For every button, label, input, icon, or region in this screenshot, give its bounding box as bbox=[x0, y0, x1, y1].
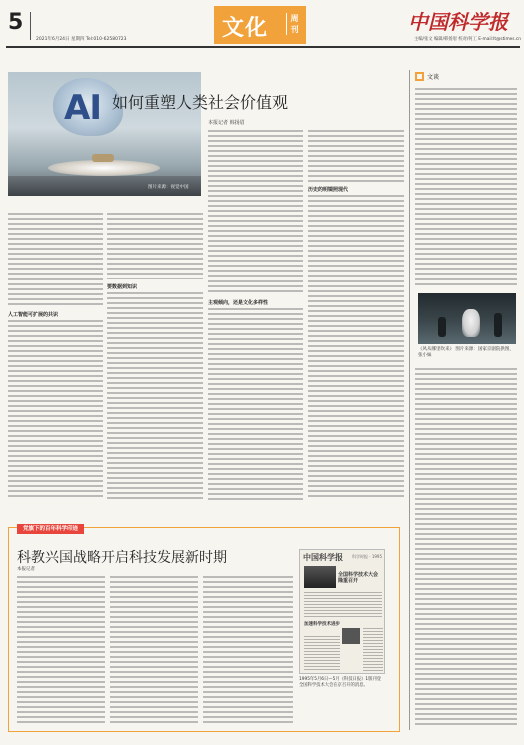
page-number: 5 bbox=[8, 10, 24, 35]
header-rule bbox=[6, 46, 520, 48]
subhead: 主观倾向，还是文化多样性 bbox=[208, 300, 269, 306]
section-title: 文化 bbox=[222, 16, 269, 41]
body-text bbox=[110, 576, 198, 726]
divider bbox=[30, 12, 31, 40]
column-tag: 文谈 bbox=[427, 74, 440, 81]
feature-headline: 科教兴国战略开启科技发展新时期 bbox=[17, 550, 227, 566]
performer bbox=[438, 317, 446, 337]
body-text bbox=[17, 576, 105, 726]
paper-text bbox=[304, 636, 340, 672]
stage-photo bbox=[418, 293, 516, 344]
page-header bbox=[0, 0, 524, 60]
article-byline: 本报记者 韩扬眉 bbox=[208, 120, 245, 126]
subhead: 人工智能可扩展的共识 bbox=[8, 312, 59, 318]
paper-headline: 全国科学技术大会隆重召开 bbox=[338, 572, 379, 584]
subhead: 历史的明镜照现代 bbox=[308, 187, 349, 193]
photo-credit: 图片来源：视觉中国 bbox=[148, 185, 189, 190]
dancer-figure bbox=[462, 309, 480, 337]
body-text bbox=[308, 195, 404, 500]
editor-credits: 主编/张文 编辑/韩扬眉 校对/何工 E-mail:lt@stimes.cn bbox=[413, 37, 521, 42]
column-tag-icon bbox=[415, 72, 424, 81]
paper-photo bbox=[304, 566, 336, 588]
section-subtitle: 周刊 bbox=[286, 13, 300, 35]
body-text bbox=[208, 130, 303, 295]
body-text bbox=[203, 576, 293, 726]
section-badge bbox=[214, 6, 306, 44]
body-text bbox=[208, 308, 303, 500]
archive-newspaper-image bbox=[299, 549, 385, 674]
ai-text: AI bbox=[64, 88, 101, 128]
paper-text bbox=[304, 592, 382, 618]
column-divider bbox=[409, 70, 410, 730]
exhibit-object bbox=[92, 154, 114, 162]
paper-headline-2: 加速科学技术进步 bbox=[304, 622, 340, 627]
body-text bbox=[107, 213, 203, 279]
body-text bbox=[8, 213, 103, 308]
body-text bbox=[107, 292, 203, 500]
body-text bbox=[415, 368, 517, 728]
feature-byline: 本报记者 bbox=[17, 567, 35, 572]
body-text bbox=[415, 88, 517, 288]
subhead: 要数据到知识 bbox=[107, 284, 138, 290]
article-headline: 如何重塑人类社会价值观 bbox=[112, 93, 289, 112]
stage-light bbox=[48, 160, 160, 176]
paper-caption: 1995年5月6日—5月《科技日报》1版刊登全国科学技术大会在京召开的消息。 bbox=[299, 677, 382, 688]
body-text bbox=[308, 130, 404, 182]
paper-masthead: 中国科学报 bbox=[303, 552, 343, 562]
paper-portrait bbox=[342, 628, 360, 644]
body-text bbox=[8, 320, 103, 500]
paper-masthead-sub: 科学时报 · 1995 bbox=[352, 554, 382, 559]
series-banner: 党旗下的百年科学印迹 bbox=[17, 524, 84, 534]
performer bbox=[494, 313, 502, 337]
photo-caption: 《风从哪里吹来》 图片来源：国家京剧院供图，张小妹 bbox=[418, 347, 514, 358]
dateline: 2021年6月24日 星期四 Tel:010-62580723 bbox=[36, 37, 127, 42]
masthead-logo: 中国科学报 bbox=[408, 10, 508, 34]
paper-text bbox=[363, 628, 383, 672]
